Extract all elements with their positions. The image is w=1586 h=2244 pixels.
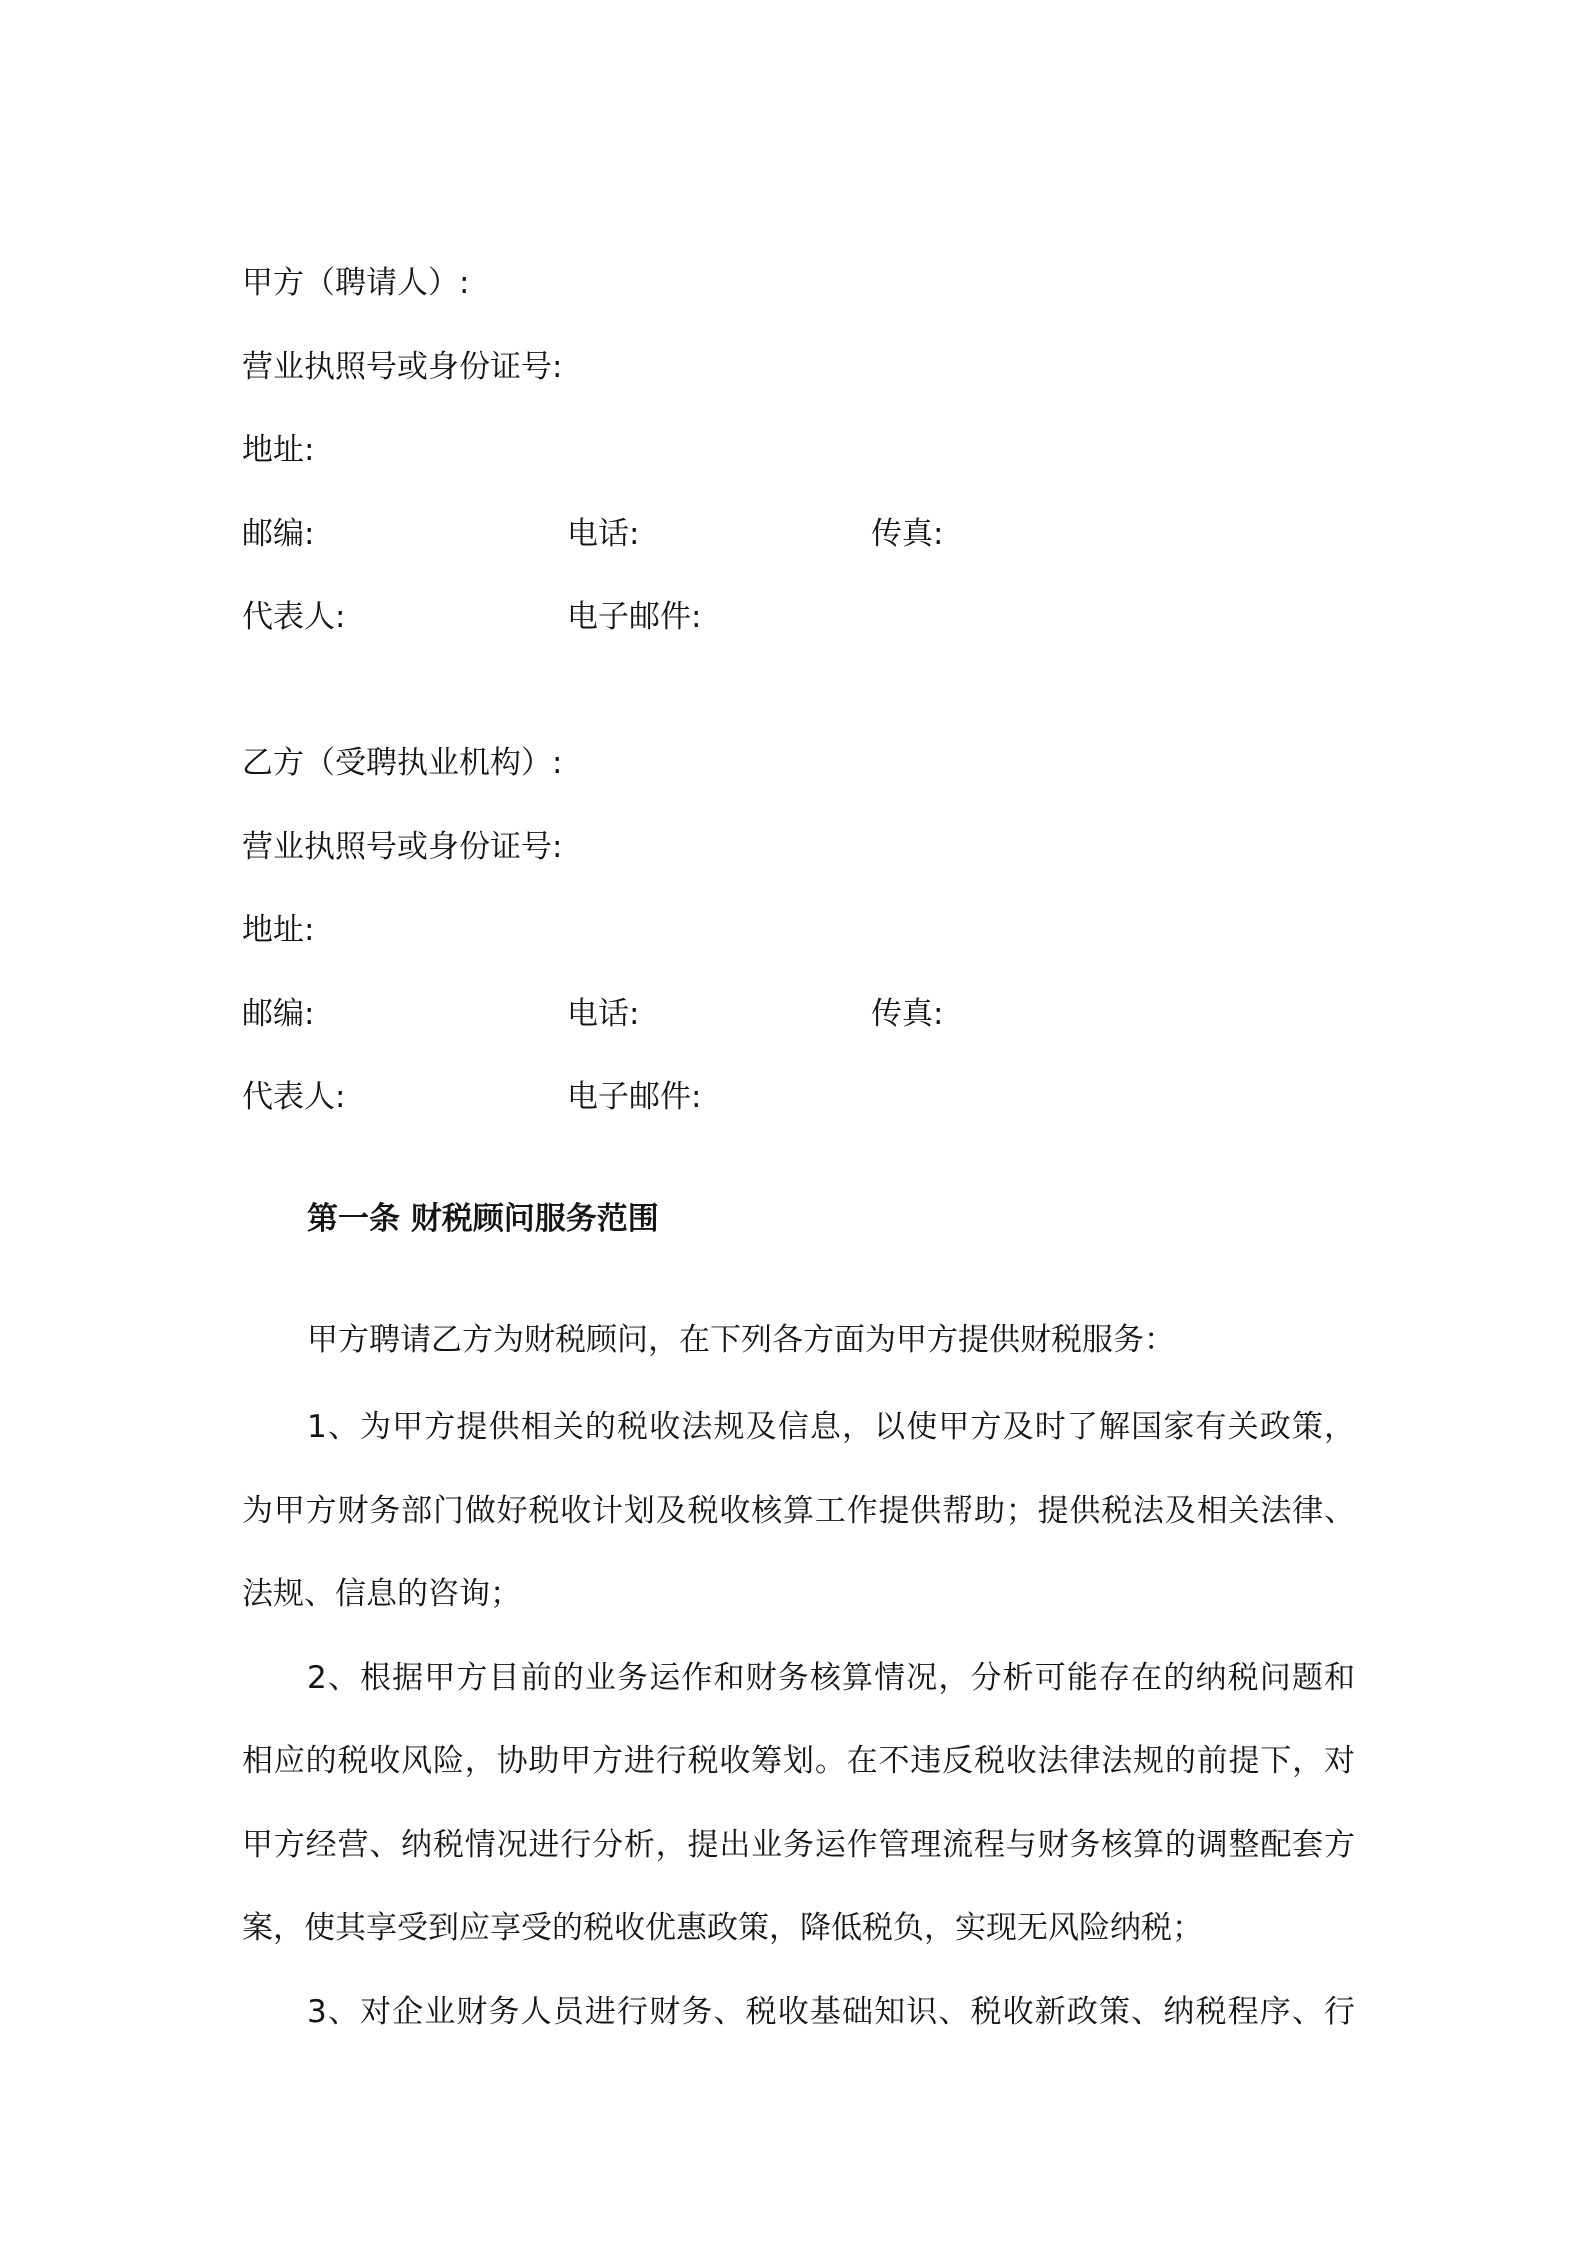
party-a-contact-row [242, 493, 1355, 577]
party-b-phone-label: 电话: [567, 995, 640, 1032]
party-b-license-label: 营业执照号或身份证号: [242, 828, 563, 865]
article-1-items [242, 1386, 1355, 2054]
article-1-item-2 [242, 1637, 1355, 1971]
party-b-fax-label: 传真: [871, 995, 944, 1032]
party-b-contact-row [242, 973, 1355, 1057]
paragraph-line: 甲方经营、纳税情况进行分析，提出业务运作管理流程与财务核算的调整配套方 [242, 1826, 1355, 1863]
party-b-email-label: 电子邮件: [567, 1079, 702, 1115]
party-b-representative-row [242, 1056, 1355, 1140]
paragraph-line: 3、对企业财务人员进行财务、税收基础知识、税收新政策、纳税程序、行 [307, 1993, 1355, 2030]
paragraph-line: 为甲方财务部门做好税收计划及税收核算工作提供帮助；提供税法及相关法律、 [242, 1492, 1355, 1529]
paragraph-line: 案，使其享受到应享受的税收优惠政策，降低税负，实现无风险纳税； [242, 1910, 1203, 1946]
party-a-email-label: 电子邮件: [567, 599, 702, 635]
party-b-section [242, 722, 1355, 1140]
party-a-license-row [242, 326, 1355, 410]
article-1-item-1 [242, 1386, 1355, 1637]
party-a-address-label: 地址: [242, 432, 315, 468]
party-a-phone-label: 电话: [567, 515, 640, 552]
party-a-section [242, 242, 1355, 660]
party-a-postcode-label: 邮编: [242, 515, 315, 552]
party-a-representative-label: 代表人: [242, 599, 346, 635]
party-a-fax-label: 传真: [871, 515, 944, 552]
party-a-license-label: 营业执照号或身份证号: [242, 348, 563, 385]
party-a-address-row [242, 409, 1355, 493]
party-b-title-row [242, 722, 1355, 806]
document-content [242, 242, 1355, 2054]
party-b-title: 乙方（受聘执业机构）: [242, 745, 563, 781]
party-b-address-label: 地址: [242, 912, 315, 948]
paragraph-line: 相应的税收风险，协助甲方进行税收筹划。在不违反税收法律法规的前提下，对 [242, 1743, 1355, 1779]
party-a-representative-row [242, 576, 1355, 660]
article-1-intro: 甲方聘请乙方为财税顾问，在下列各方面为甲方提供财税服务： [307, 1322, 1175, 1358]
paragraph-line: 2、根据甲方目前的业务运作和财务核算情况，分析可能存在的纳税问题和 [307, 1659, 1355, 1696]
party-a-title-row [242, 242, 1355, 326]
paragraph-line: 1、为甲方提供相关的税收法规及信息，以使甲方及时了解国家有关政策， [307, 1409, 1355, 1445]
article-1-heading: 第一条 财税顾问服务范围 [307, 1201, 659, 1237]
party-b-postcode-label: 邮编: [242, 995, 315, 1032]
party-b-license-row [242, 806, 1355, 890]
party-a-title: 甲方（聘请人）: [242, 265, 470, 301]
article-1-item-3 [242, 1971, 1355, 2055]
party-b-address-row [242, 889, 1355, 973]
party-b-representative-label: 代表人: [242, 1079, 346, 1115]
paragraph-line: 法规、信息的咨询； [242, 1576, 521, 1612]
